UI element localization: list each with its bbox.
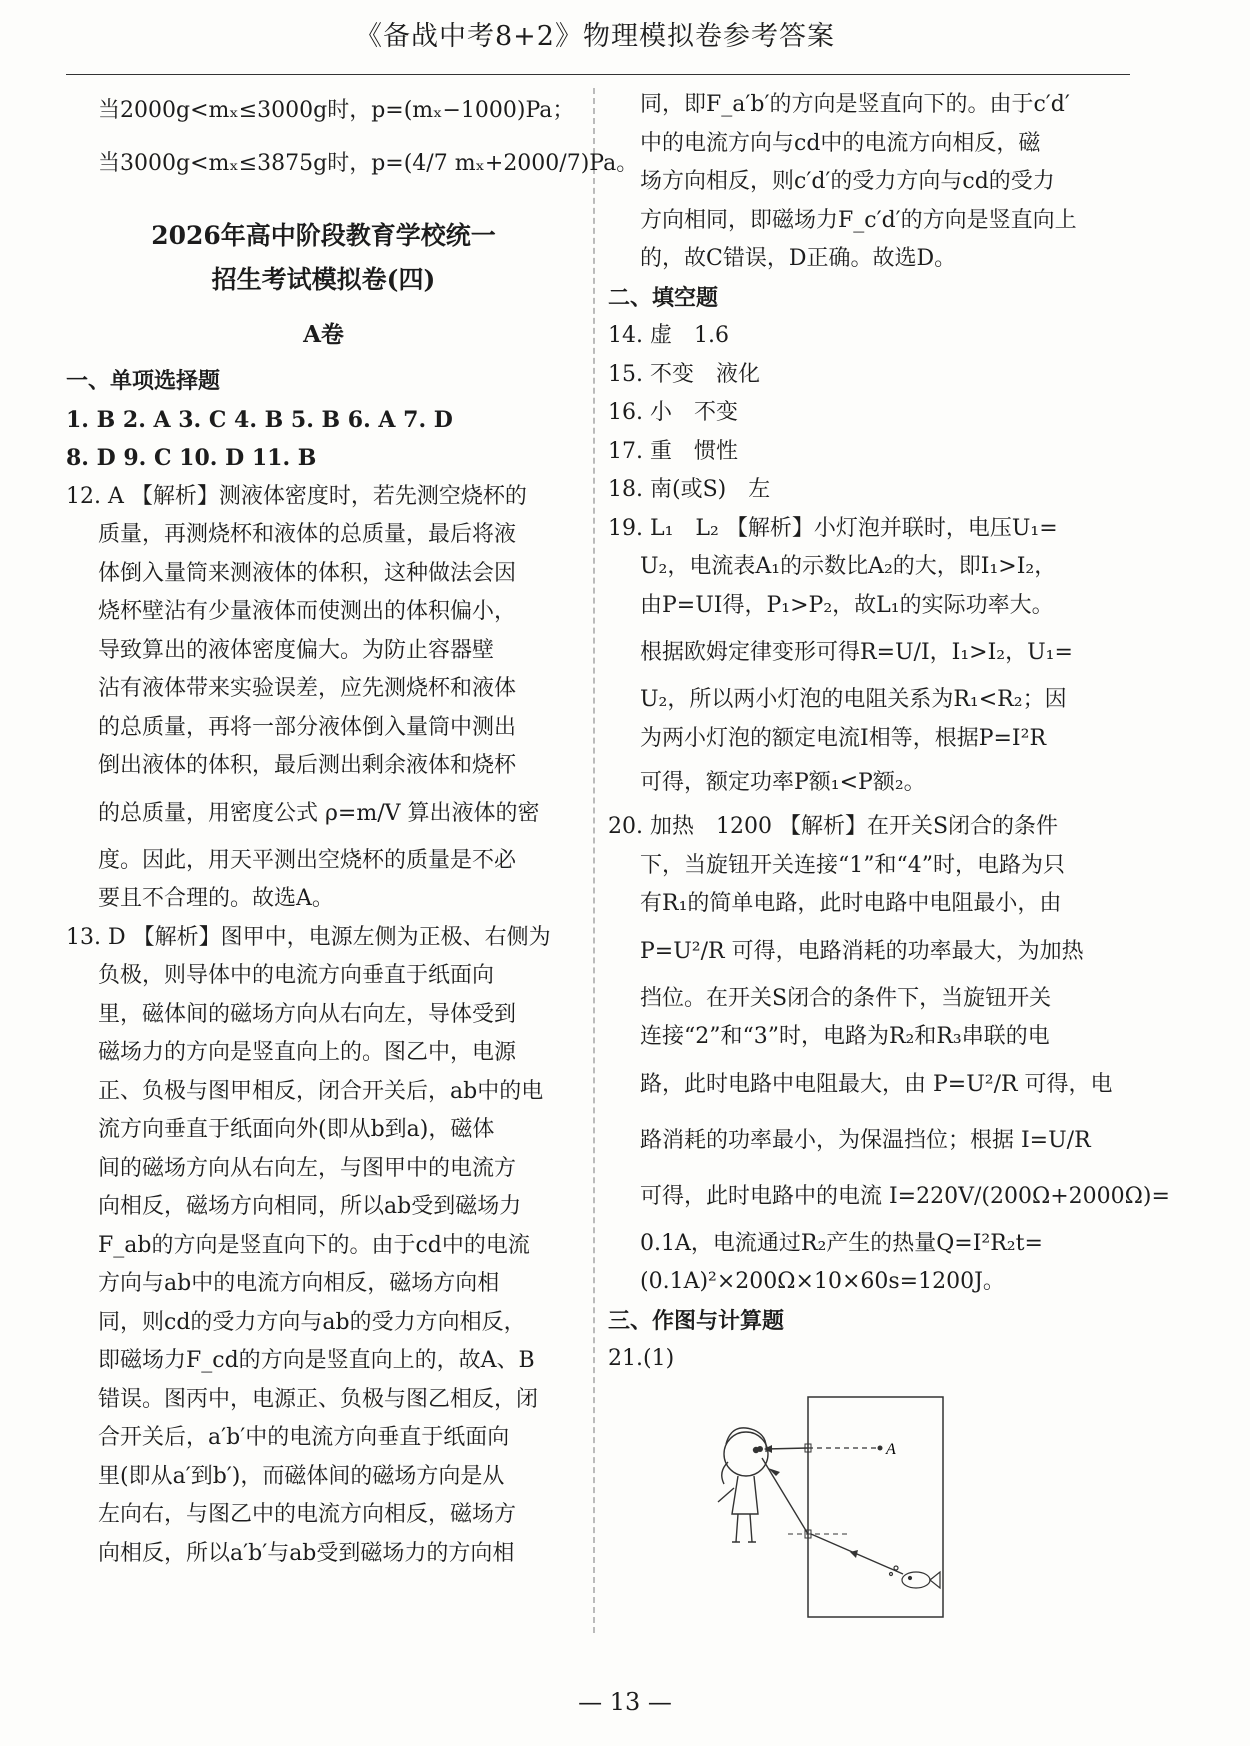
left-column	[66, 86, 639, 1573]
q13-line: 正、负极与图甲相反，闭合开关后，ab中的电	[98, 1078, 544, 1104]
q13-line: 流方向垂直于纸面向外(即从b到a)，磁体	[98, 1117, 495, 1142]
fill-answer-16: 16. 小 不变	[608, 400, 738, 425]
q19-line: 可得，额定功率P额₁<P额₂。	[640, 770, 926, 795]
q20-line: 20. 加热 1200 【解析】在开关S闭合的条件	[608, 814, 1059, 839]
q21-refraction-figure	[688, 1392, 958, 1622]
q21-label: 21.(1)	[608, 1346, 675, 1371]
column-divider	[593, 88, 595, 1633]
q13-cont-line: 场方向相反，则c′d′的受力方向与cd的受力	[640, 169, 1055, 194]
q20-line: 0.1A，电流通过R₂产生的热量Q=I²R₂t=	[640, 1230, 1043, 1256]
q20-line: 连接“2”和“3”时，电路为R₂和R₃串联的电	[640, 1024, 1050, 1049]
image-point-a	[878, 1446, 883, 1451]
q13-explanation	[66, 919, 581, 1574]
q20-line: 路，此时电路中电阻最大，由 P=U²/R 可得，电	[640, 1071, 1113, 1097]
fill-answer-18: 18. 南(或S) 左	[608, 477, 771, 502]
q13-line: 即磁场力F_cd的方向是竖直向上的，故A、B	[98, 1348, 535, 1373]
section-heading-fill-in: 二、填空题	[608, 284, 719, 311]
exam-title-line1: 2026年高中阶段教育学校统一	[151, 221, 496, 250]
q13-line: 里(即从a′到b′)，而磁体间的磁场方向是从	[98, 1463, 505, 1489]
q19-line: 19. L₁ L₂ 【解析】小灯泡并联时，电压U₁=	[608, 515, 1058, 541]
q19-line: 根据欧姆定律变形可得R=U/I，I₁>I₂，U₁=	[640, 640, 1073, 665]
q13-line: 13. D 【解析】图甲中，电源左侧为正极、右侧为	[66, 924, 551, 950]
mc-answers-row-1: 1. B 2. A 3. C 4. B 5. B 6. A 7. D	[66, 406, 453, 433]
q13-cont-line: 中的电流方向与cd中的电流方向相反，磁	[640, 130, 1041, 156]
q12-line: 12. A 【解析】测液体密度时，若先测空烧杯的	[66, 483, 527, 509]
fish-icon	[890, 1566, 941, 1588]
section-heading-drawing-calculation: 三、作图与计算题	[608, 1307, 785, 1334]
q12-explanation	[66, 478, 581, 919]
eye-point	[757, 1446, 763, 1452]
section-heading-multiple-choice: 一、单项选择题	[66, 368, 221, 394]
mc-answers-row-2: 8. D 9. C 10. D 11. B	[66, 445, 317, 471]
q20-line: 可得，此时电路中的电流 I=220V/(200Ω+2000Ω)=	[640, 1183, 1170, 1209]
q13-line: 间的磁场方向从右向左，与图甲中的电流方	[98, 1155, 517, 1181]
reflected-ray	[762, 1458, 808, 1534]
q12-line: 倒出液体的体积，最后测出剩余液体和烧杯	[98, 753, 517, 778]
q13-cont-line: 同，即F_a′b′的方向是竖直向下的。由于c′d′	[640, 92, 1070, 117]
formula-line-1: 当2000g<mₓ≤3000g时，p=(mₓ−1000)Pa；	[98, 98, 575, 123]
point-a-label: A	[886, 1441, 896, 1458]
q19-line: U₂，所以两小灯泡的电阻关系为R₁<R₂；因	[640, 687, 1067, 712]
fill-answer-17: 17. 重 惯性	[608, 438, 738, 464]
q13-line: F_ab的方向是竖直向下的。由于cd中的电流	[98, 1232, 530, 1258]
refracted-ray-air	[766, 1448, 808, 1449]
q12-line: 度。因此，用天平测出空烧杯的质量是不必	[98, 847, 517, 873]
q19-line: 为两小灯泡的额定电流I相等，根据P=I²R	[640, 725, 1047, 751]
right-column	[608, 86, 1170, 1379]
q20-line: P=U²/R 可得，电路消耗的功率最大，为加热	[640, 938, 1084, 964]
q12-line: 沾有液体带来实验误差，应先测烧杯和液体	[98, 676, 517, 701]
q13-line: 磁场力的方向是竖直向上的。图乙中，电源	[98, 1040, 517, 1065]
q13-line: 负极，则导体中的电流方向垂直于纸面向	[98, 963, 495, 988]
q12-line: 导致算出的液体密度偏大。为防止容器壁	[98, 637, 495, 663]
q13-line: 向相反，磁场方向相同，所以ab受到磁场力	[98, 1194, 522, 1219]
q12-line: 的总质量，用密度公式 ρ=m/V 算出液体的密	[98, 800, 540, 826]
formula-line-2: 当3000g<mₓ≤3875g时，p=(4/7 mₓ+2000/7)Pa。	[98, 151, 639, 176]
q19-line: 由P=UI得，P₁>P₂，故L₁的实际功率大。	[640, 592, 1054, 618]
volume-title: A卷	[303, 321, 344, 348]
q12-line: 烧杯壁沾有少量液体而使测出的体积偏小，	[98, 599, 517, 624]
exam-title-line2: 招生考试模拟卷(四)	[211, 265, 436, 294]
q13-cont-line: 的，故C错误，D正确。故选D。	[640, 246, 957, 271]
q12-line: 质量，再测烧杯和液体的总质量，最后将液	[98, 522, 517, 547]
q20-line: 挡位。在开关S闭合的条件下，当旋钮开关	[640, 985, 1052, 1011]
q20-line: 路消耗的功率最小，为保温挡位；根据 I=U/R	[640, 1127, 1091, 1153]
header-rule	[66, 74, 1130, 75]
page-header-title: 《备战中考8+2》物理模拟卷参考答案	[355, 21, 835, 52]
q12-line: 体倒入量筒来测液体的体积，这种做法会因	[98, 560, 517, 586]
q13-line: 方向与ab中的电流方向相反，磁场方向相	[98, 1271, 500, 1296]
q13-line: 同，则cd的受力方向与ab的受力方向相反，	[98, 1309, 526, 1335]
q20-line: (0.1A)²×200Ω×10×60s=1200J。	[640, 1269, 1005, 1294]
q13-line: 向相反，所以a′b′与ab受到磁场力的方向相	[98, 1540, 515, 1566]
q19-explanation	[608, 510, 1128, 809]
page-number: — 13 —	[578, 1688, 672, 1716]
q13-continuation	[608, 86, 1128, 279]
observer-girl-icon	[718, 1428, 768, 1542]
q20-explanation	[608, 808, 1170, 1302]
q13-line: 里，磁体间的磁场方向从右向左，导体受到	[98, 1001, 517, 1027]
q12-line: 的总质量，再将一部分液体倒入量筒中测出	[98, 714, 517, 740]
q12-line: 要且不合理的。故选A。	[98, 886, 334, 911]
q20-line: 有R₁的简单电路，此时电路中电阻最小，由	[640, 891, 1062, 916]
q20-line: 下，当旋钮开关连接“1”和“4”时，电路为只	[640, 852, 1065, 878]
q13-cont-line: 方向相同，即磁场力F_c′d′的方向是竖直向上	[640, 207, 1077, 233]
fill-answer-15: 15. 不变 液化	[608, 361, 760, 387]
water-tank	[808, 1397, 943, 1617]
q13-line: 合开关后，a′b′中的电流方向垂直于纸面向	[98, 1425, 510, 1450]
q13-line: 左向右，与图乙中的电流方向相反，磁场方	[98, 1502, 517, 1527]
fill-answer-14: 14. 虚 1.6	[608, 323, 729, 348]
q13-line: 错误。图丙中，电源正、负极与图乙相反，闭	[98, 1386, 539, 1412]
q19-line: U₂，电流表A₁的示数比A₂的大，即I₁>I₂，	[640, 554, 1057, 579]
